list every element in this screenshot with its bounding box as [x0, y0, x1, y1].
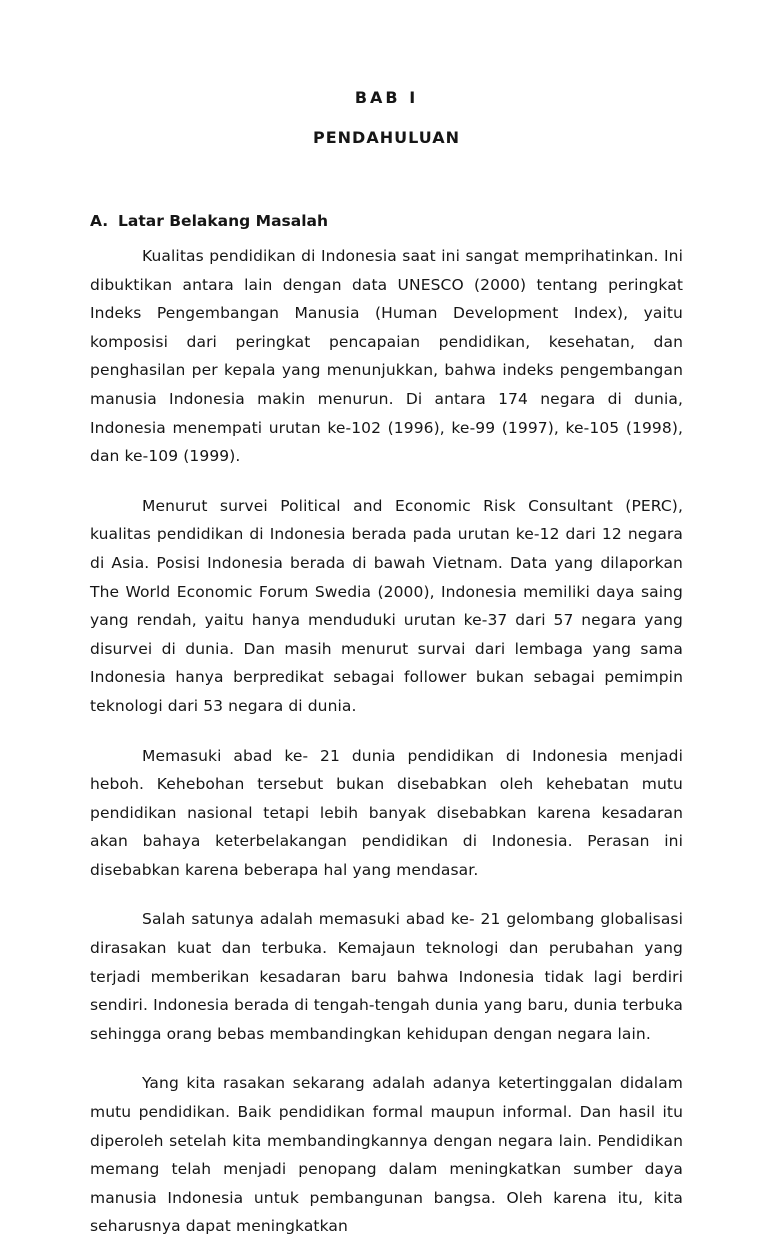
- body-paragraphs: [90, 242, 683, 1241]
- paragraph: Menurut survei Political and Economic Risk Consultant (PERC), kualitas pendidikan di Indonesia berada pada urutan ke-12 dari 12 negara di Asia. Posisi Indonesia berada di bawah Vietnam. Data yang dilaporkan The World Economic Forum Swedia (2000), Indonesia memiliki daya saing yang rendah, yaitu hanya menduduki urutan ke-37 dari 57 negara yang disurvei di dunia. Dan masih menurut survai dari lembaga yang sama Indonesia hanya berpredikat sebagai follower bukan sebagai pemimpin teknologi dari 53 negara di dunia.: [90, 496, 683, 715]
- title-block: [90, 88, 683, 148]
- document-title: PENDAHULUAN: [313, 128, 460, 147]
- paragraph: Salah satunya adalah memasuki abad ke- 21 gelombang globalisasi dirasakan kuat dan terbuka. Kemajaun teknologi dan perubahan yang terjadi memberikan kesadaran baru bahwa Indonesia tidak lagi berdiri sendiri. Indonesia berada di tengah-tengah dunia yang baru, dunia terbuka sehingga orang bebas membandingkan kehidupan dengan negara lain.: [90, 910, 683, 1043]
- paragraph: Memasuki abad ke- 21 dunia pendidikan di Indonesia menjadi heboh. Kehebohan tersebut bukan disebabkan oleh kehebatan mutu pendidikan nasional tetapi lebih banyak disebabkan karena kesadaran akan bahaya keterbelakangan pendidikan di Indonesia. Perasan ini disebabkan karena beberapa hal yang mendasar.: [90, 746, 683, 879]
- paragraph: Yang kita rasakan sekarang adalah adanya ketertinggalan didalam mutu pendidikan. Baik pendidikan formal maupun informal. Dan hasil itu diperoleh setelah kita membandingkannya dengan negara lain. Pendidikan memang telah menjadi penopang dalam meningkatkan sumber daya manusia Indonesia untuk pembangunan bangsa. Oleh karena itu, kita seharusnya dapat meningkatkan: [90, 1074, 683, 1236]
- section-title: Latar Belakang Masalah: [118, 212, 329, 230]
- section-number: A.: [90, 212, 109, 230]
- paragraph: Kualitas pendidikan di Indonesia saat ini sangat memprihatinkan. Ini dibuktikan antara lain dengan data UNESCO (2000) tentang peringkat Indeks Pengembangan Manusia (Human Development Index), yaitu komposisi dari peringkat pencapaian pendidikan, kesehatan, dan penghasilan per kepala yang menunjukkan, bahwa indeks pengembangan manusia Indonesia makin menurun. Di antara 174 negara di dunia, Indonesia menempati urutan ke-102 (1996), ke-99 (1997), ke-105 (1998), dan ke-109 (1999).: [90, 247, 683, 466]
- section-heading: [90, 210, 683, 232]
- chapter-title: BAB I: [354, 88, 419, 107]
